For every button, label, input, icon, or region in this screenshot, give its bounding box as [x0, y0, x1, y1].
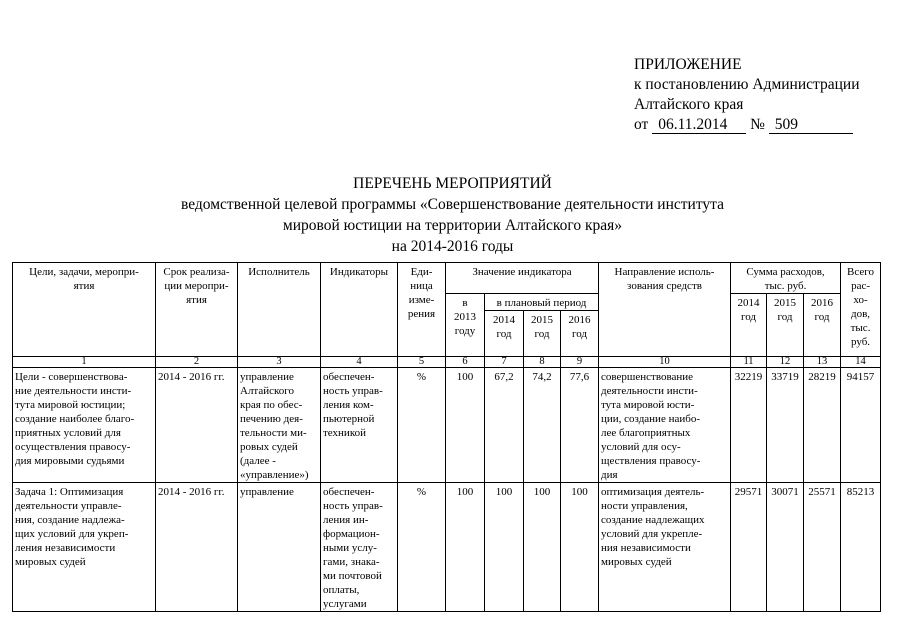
cell-goal: [13, 483, 156, 612]
header-term: [156, 263, 238, 357]
heading-line-3: на 2014-2016 годы: [391, 238, 514, 255]
cell-line: год: [534, 328, 550, 340]
column-number: 12: [767, 357, 804, 368]
cell-line: техникой: [323, 427, 366, 439]
cell-line: 2015: [531, 314, 553, 326]
cell-line: 74,2: [532, 371, 552, 383]
cell-expenses-2014: [731, 483, 767, 612]
cell-line: дия мировыми судьями: [15, 455, 125, 467]
cell-line: 100: [456, 371, 474, 383]
cell-line: Задача 1: Оптимизация: [15, 486, 124, 498]
cell-line: рас-: [851, 280, 870, 292]
cell-line: щих условий для укреп-: [15, 528, 129, 540]
cell-line: хо-: [853, 294, 868, 306]
cell-line: ния, создание надлежа-: [15, 514, 125, 526]
cell-line: 100: [571, 486, 588, 498]
cell-term: [156, 368, 238, 483]
cell-line: Еди-: [410, 266, 433, 278]
cell-line: ления независимости: [15, 542, 116, 554]
cell-line: 2016: [811, 297, 834, 309]
cell-line: 30071: [771, 486, 799, 498]
column-number: 1: [13, 357, 156, 368]
header-funds-direction: [599, 263, 731, 357]
cell-line: деятельности инсти-: [601, 385, 698, 397]
cell-line: создание надлежащих: [601, 514, 705, 526]
cell-line: тыс.: [850, 322, 871, 334]
header-expenses-2014: [731, 294, 767, 357]
cell-line: 77,6: [569, 371, 590, 383]
cell-line: ления ин-: [323, 514, 369, 526]
header-goals: [13, 263, 156, 357]
cell-line: ния независимости: [601, 542, 691, 554]
cell-line: 25571: [808, 486, 836, 498]
cell-line: ятия: [73, 280, 95, 292]
cell-unit: [398, 483, 446, 612]
cell-line: 28219: [808, 371, 836, 383]
cell-line: 2013: [454, 311, 476, 323]
header-expenses-sum: [731, 263, 841, 294]
cell-line: 32219: [734, 371, 763, 383]
cell-line: 2015: [774, 297, 796, 309]
header-executor: [238, 263, 321, 357]
column-number: 7: [485, 357, 524, 368]
cell-line: ность управ-: [323, 385, 383, 397]
cell-executor: [238, 368, 321, 483]
column-number: 8: [524, 357, 561, 368]
cell-line: ровых судей: [240, 441, 298, 453]
cell-value-2013: [446, 368, 485, 483]
cell-line: в плановый период: [496, 297, 587, 309]
cell-expenses-2014: [731, 368, 767, 483]
cell-line: в: [462, 297, 468, 309]
cell-line: ности управления,: [601, 500, 688, 512]
cell-line: услугами: [323, 598, 367, 610]
cell-line: Всего: [847, 266, 875, 278]
cell-line: печению дея-: [240, 413, 303, 425]
cell-line: 100: [495, 486, 513, 498]
header-expenses-2016: [804, 294, 841, 357]
cell-line: управление: [240, 486, 294, 498]
header-value-2014: [485, 311, 524, 357]
column-number: 9: [561, 357, 599, 368]
cell-line: осуществления правосу-: [15, 441, 131, 453]
cell-line: края по обес-: [240, 399, 303, 411]
cell-line: 100: [456, 486, 474, 498]
cell-line: (далее -: [240, 455, 276, 467]
cell-line: приятных условий для: [15, 427, 121, 439]
cell-line: совершенствование: [601, 371, 694, 383]
column-number: 6: [446, 357, 485, 368]
cell-line: 67,2: [494, 371, 514, 383]
cell-total-expenses: [841, 483, 881, 612]
cell-line: 2016: [568, 314, 591, 326]
cell-line: ществления правосу-: [601, 455, 701, 467]
cell-line: обеспечен-: [323, 486, 375, 498]
header-total-expenses: [841, 263, 881, 357]
table-row-task-1: [13, 483, 881, 612]
cell-line: Индикаторы: [329, 266, 389, 278]
cell-line: Значение индикатора: [472, 266, 572, 278]
header-row: [13, 263, 881, 294]
cell-line: год: [814, 311, 830, 323]
cell-line: год: [777, 311, 793, 323]
header-value-2015: [524, 311, 561, 357]
table-row-goal: [13, 368, 881, 483]
cell-goal: [13, 368, 156, 483]
document-heading: [0, 173, 905, 257]
cell-line: ции меропри-: [164, 280, 229, 292]
cell-line: дов,: [851, 308, 871, 320]
cell-line: год: [571, 328, 588, 340]
cell-line: Срок реализа-: [163, 266, 230, 278]
cell-line: условий для укрепле-: [601, 528, 703, 540]
cell-line: 94157: [846, 371, 875, 383]
cell-line: тыс. руб.: [764, 280, 807, 292]
header-value-2016: [561, 311, 599, 357]
cell-line: изме-: [408, 294, 435, 306]
cell-value-2015: [524, 483, 561, 612]
cell-line: оптимизация деятель-: [601, 486, 705, 498]
cell-executor: [238, 483, 321, 612]
cell-line: создание наиболее благо-: [15, 413, 135, 425]
cell-line: ции, создание наибо-: [601, 413, 700, 425]
cell-expenses-2015: [767, 483, 804, 612]
cell-line: 29571: [734, 486, 763, 498]
column-number: 14: [841, 357, 881, 368]
cell-line: %: [416, 371, 427, 383]
measures-table: [12, 262, 881, 612]
column-number-row: [13, 357, 881, 368]
appendix-from-label: от: [634, 116, 649, 133]
cell-line: управление: [240, 371, 294, 383]
cell-total-expenses: [841, 368, 881, 483]
cell-line: %: [416, 486, 427, 498]
cell-line: год: [496, 328, 512, 340]
cell-line: ние деятельности инсти-: [15, 385, 132, 397]
header-indicator-value: [446, 263, 599, 294]
cell-line: 2014 - 2016 гг.: [158, 486, 225, 498]
heading-title: ПЕРЕЧЕНЬ МЕРОПРИЯТИЙ: [353, 175, 552, 192]
header-planned-period: [485, 294, 599, 311]
column-number: 2: [156, 357, 238, 368]
cell-expenses-2016: [804, 368, 841, 483]
column-number: 13: [804, 357, 841, 368]
cell-line: тельности ми-: [240, 427, 307, 439]
appendix-decree-line: [634, 115, 860, 135]
cell-line: Сумма расходов,: [746, 266, 825, 278]
cell-value-2016: [561, 483, 599, 612]
appendix-number-label: №: [750, 116, 765, 133]
appendix-title: ПРИЛОЖЕНИЕ: [634, 56, 742, 73]
cell-line: Алтайского: [240, 385, 295, 397]
heading-line-2: мировой юстиции на территории Алтайского края»: [282, 217, 623, 234]
cell-term: [156, 483, 238, 612]
cell-line: условий для осу-: [601, 441, 681, 453]
cell-unit: [398, 368, 446, 483]
cell-line: рения: [407, 308, 436, 320]
column-number: 10: [599, 357, 731, 368]
cell-line: гами, знака-: [323, 556, 380, 568]
cell-line: ница: [410, 280, 433, 292]
cell-line: 2014: [493, 314, 515, 326]
cell-line: мировых судей: [601, 556, 672, 568]
cell-line: 33719: [771, 371, 799, 383]
cell-expenses-2016: [804, 483, 841, 612]
cell-line: ными услу-: [323, 542, 377, 554]
column-number: 11: [731, 357, 767, 368]
cell-line: год: [740, 311, 757, 323]
cell-expenses-2015: [767, 368, 804, 483]
cell-line: Цели, задачи, меропри-: [29, 266, 139, 278]
cell-indicator: [321, 483, 398, 612]
cell-line: дия: [601, 469, 618, 481]
header-indicators: [321, 263, 398, 357]
cell-line: «управление»): [240, 469, 309, 481]
measures-table-wrap: [12, 262, 882, 640]
cell-value-2015: [524, 368, 561, 483]
cell-line: Исполнитель: [248, 266, 310, 278]
header-value-2013: [446, 294, 485, 357]
column-number: 3: [238, 357, 321, 368]
cell-line: Цели - совершенствова-: [15, 371, 128, 383]
cell-line: деятельности управле-: [15, 500, 122, 512]
heading-line-1: ведомственной целевой программы «Совершенствование деятельности института: [181, 196, 724, 213]
cell-line: руб.: [851, 336, 871, 348]
appendix-number: 509: [769, 116, 853, 134]
column-number: 4: [321, 357, 398, 368]
cell-line: зования средств: [627, 280, 702, 292]
cell-line: ятия: [186, 294, 207, 306]
cell-line: мировых судей: [15, 556, 86, 568]
cell-funds-direction: [599, 483, 731, 612]
cell-line: обеспечен-: [323, 371, 375, 383]
cell-line: ми почтовой: [323, 570, 382, 582]
cell-line: пьютерной: [323, 413, 375, 425]
cell-line: тута мировой юсти-: [601, 399, 695, 411]
cell-line: лее благоприятных: [601, 427, 691, 439]
cell-line: году: [454, 325, 476, 337]
header-unit: [398, 263, 446, 357]
cell-value-2014: [485, 368, 524, 483]
cell-line: 2014 - 2016 гг.: [158, 371, 225, 383]
appendix-date: 06.11.2014: [652, 116, 746, 134]
header-expenses-2015: [767, 294, 804, 357]
appendix-line-2: Алтайского края: [634, 96, 744, 113]
cell-line: тута мировой юстиции;: [15, 399, 126, 411]
cell-line: 2014: [737, 297, 760, 309]
cell-funds-direction: [599, 368, 731, 483]
column-number: 5: [398, 357, 446, 368]
cell-value-2016: [561, 368, 599, 483]
cell-line: Направление исполь-: [614, 266, 715, 278]
cell-value-2013: [446, 483, 485, 612]
cell-line: ность управ-: [323, 500, 383, 512]
appendix-line-1: к постановлению Администрации: [634, 76, 860, 93]
appendix-block: [634, 55, 860, 135]
cell-value-2014: [485, 483, 524, 612]
cell-indicator: [321, 368, 398, 483]
cell-line: 100: [533, 486, 551, 498]
cell-line: 85213: [846, 486, 875, 498]
cell-line: формацион-: [323, 528, 380, 540]
cell-line: ления ком-: [323, 399, 374, 411]
cell-line: оплаты,: [323, 584, 360, 596]
